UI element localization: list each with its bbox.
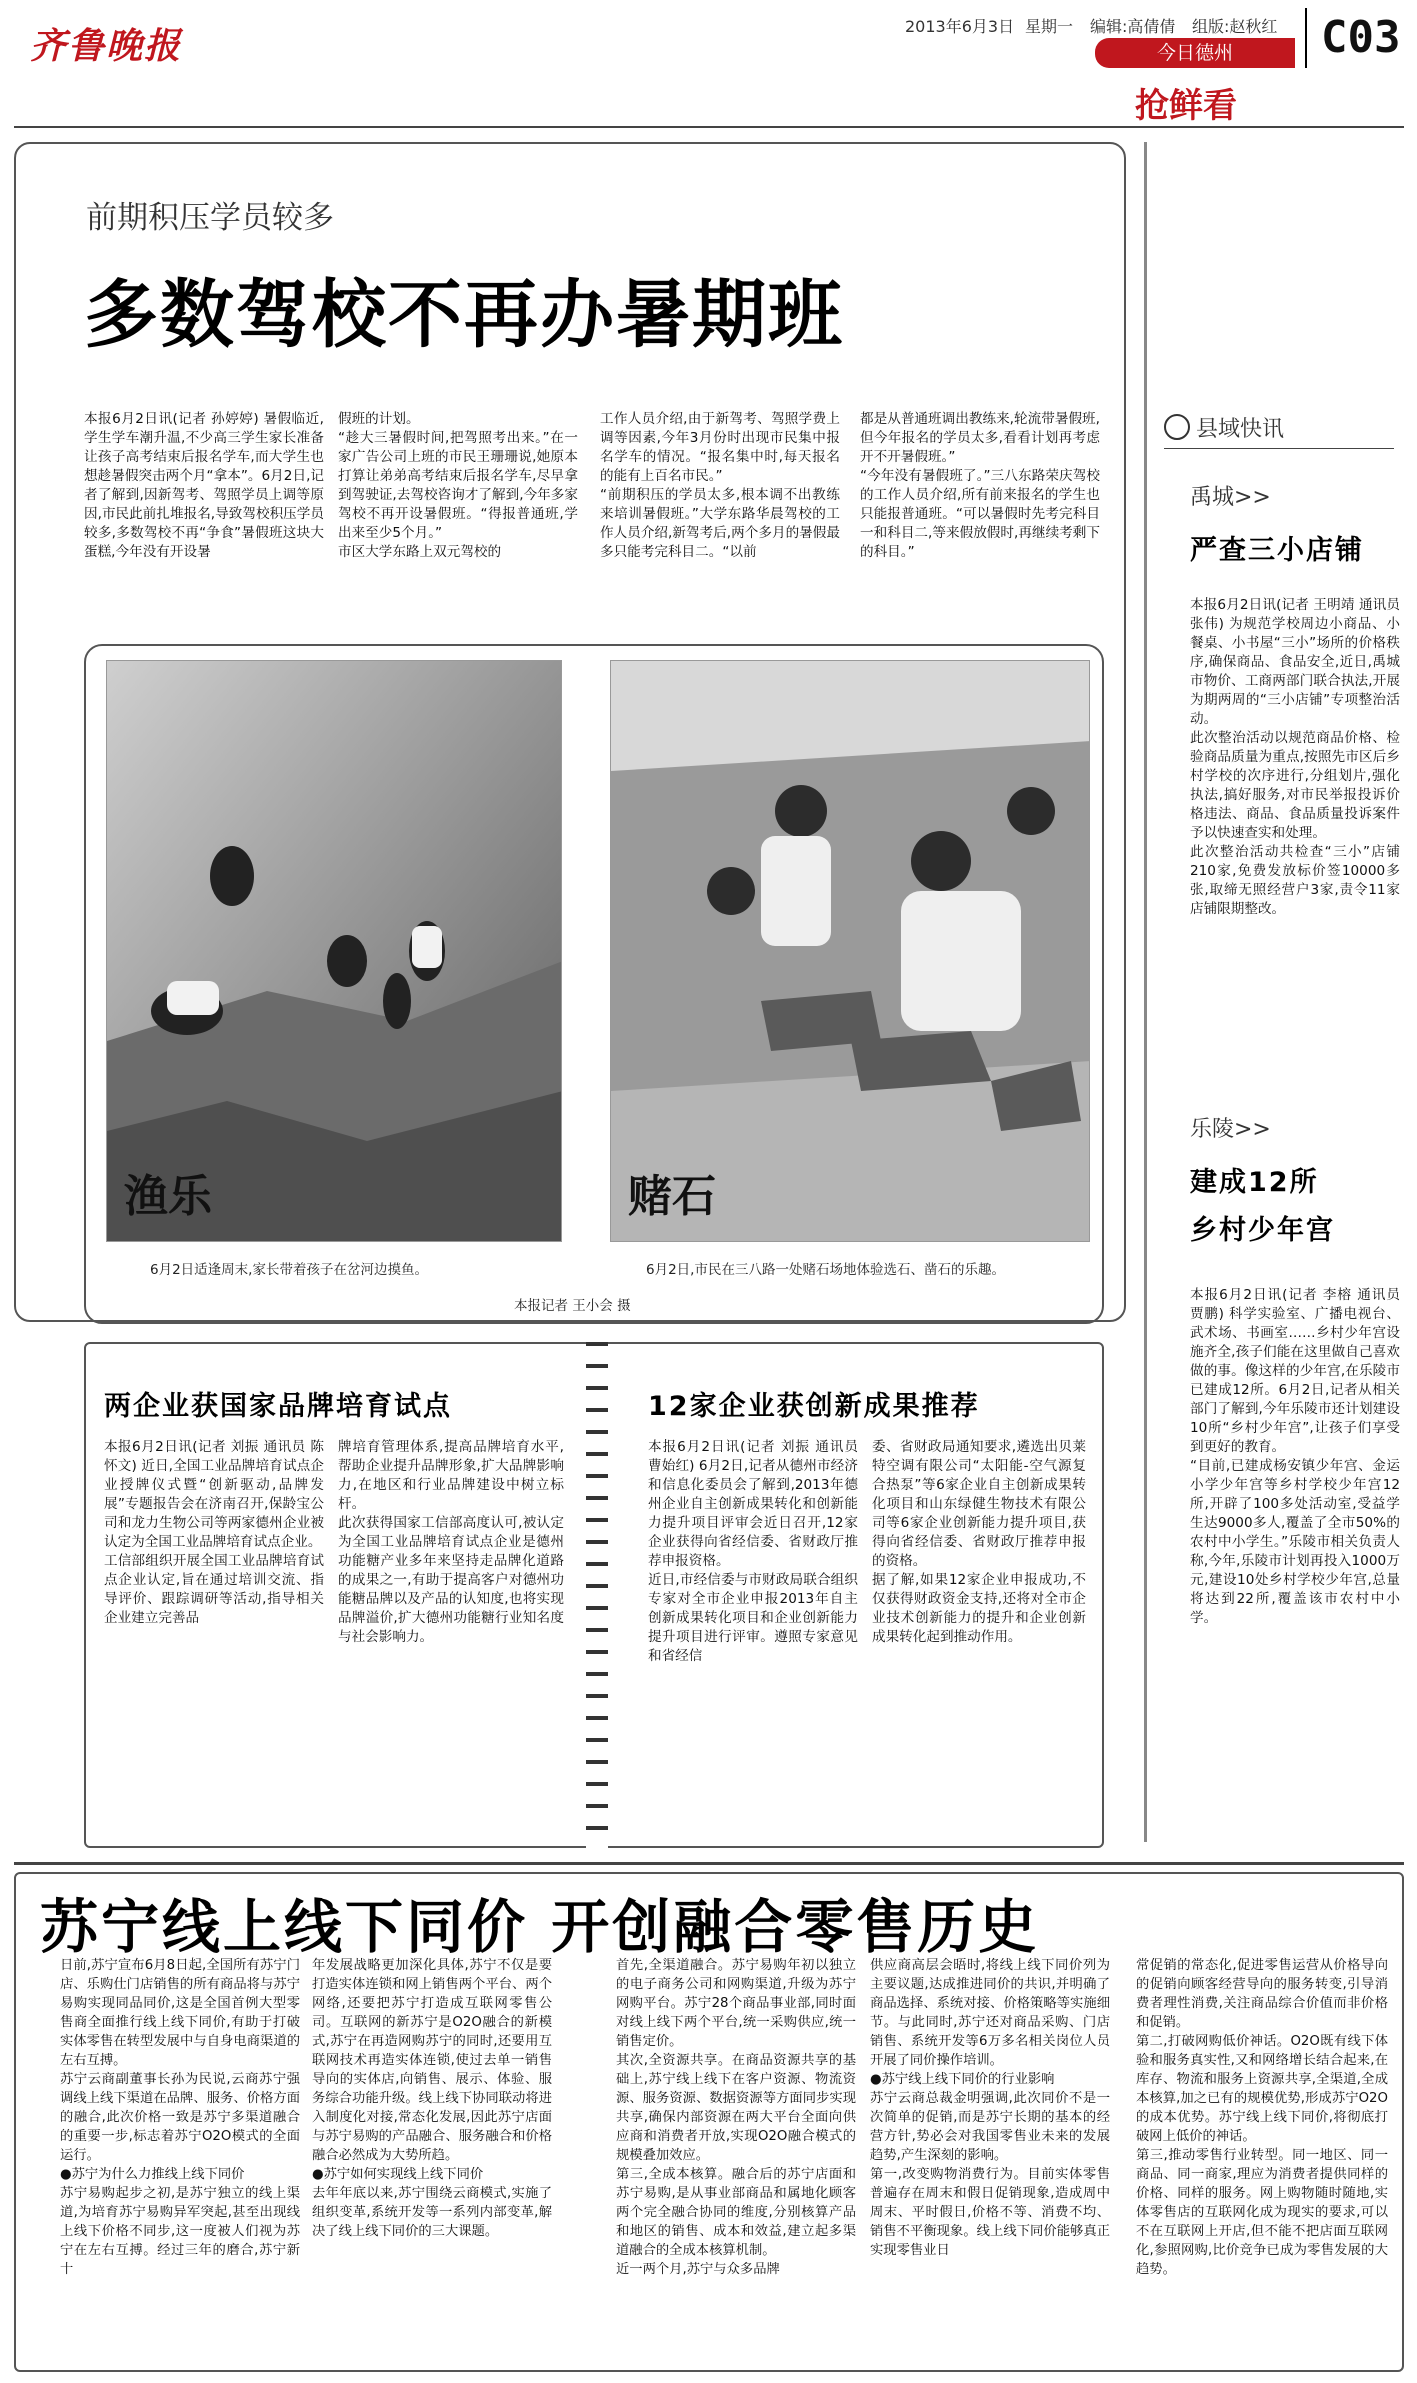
lead-headline: 多数驾校不再办暑期班 [84, 272, 844, 358]
sidebar-headline-2a: 建成12所 [1190, 1167, 1319, 1198]
fishing-photo-caption: 6月2日适逢周末,家长带着孩子在岔河边摸鱼。 [150, 1262, 428, 1278]
sidebar-title: 县域快讯 [1196, 417, 1285, 442]
sidebar-county-1: 禹城>> [1190, 485, 1271, 510]
ad-headline: 苏宁线上线下同价 开创融合零售历史 [40, 1893, 1040, 1961]
sidebar-county-2: 乐陵>> [1190, 1117, 1271, 1142]
stone-scene-image [611, 661, 1090, 1242]
sidebar-title-rule [1164, 448, 1394, 449]
story2-headline: 两企业获国家品牌培育试点 [104, 1391, 452, 1422]
ad-top-rule [14, 1862, 1404, 1865]
editor-credit: 编辑:高倩倩 [1090, 17, 1176, 36]
story3-column-2: 委、省财政局通知要求,遴选出贝莱特空调有限公司“太阳能-空气源复合热泵”等6家企业自主创新成果转化项目和山东绿健生物技术有限公司等6家企业创新能力提升项目,获得向省经信委、省财政厅推荐申报的资格。 据了解,如果12家企业申报成功,不仅获得财政资金支持,还将对全市企业技术创新能力的提升和企业创新成果转化起到推动作用。 [872, 1439, 1086, 1645]
ad-column-4: 供应商高层会晤时,将线上线下同价列为主要议题,达成推进同价的共识,并明确了商品选择、系统对接、价格策略等实施细节。与此同时,苏宁还对商品采购、门店销售、系统开发等6万多名相关岗位人员开展了同价操作培训。 ●苏宁线上线下同价的行业影响 苏宁云商总裁金明强调,此次同价不是一次简单的促销,而是苏宁长期的基本的经营方针,势必会对我国零售业未来的发展趋势,产生深刻的影响。 第一,改变购物消费行为。目前实体零售普遍存在周末和假日促销现象,造成周中周末、平时假日,价格不等、消费不均、销售不平衡现象。线上线下同价能够真正实现零售业日 [870, 1958, 1110, 2258]
fishing-photo [106, 660, 562, 1242]
lead-column-1: 本报6月2日讯(记者 孙婷婷) 暑假临近,学生学车潮升温,不少高三学生家长准备让孩子高考结束后报名学车,而大学生也想趁暑假突击两个月“拿本”。6月2日,记者了解到,因新驾考、驾照学员上调等原因,市民此前扎堆报名,导致驾校积压学员较多,多数驾校不再“争食”暑假班这块大蛋糕,今年没有开设暑 [84, 411, 324, 560]
section-tag: 今日德州 [1095, 38, 1295, 68]
header-divider [14, 126, 1404, 128]
sidebar-story-1: 本报6月2日讯(记者 王明靖 通讯员 张伟) 为规范学校周边小商品、小餐桌、小书屋“三小”场所的价格秩序,确保商品、食品安全,近日,禹城市物价、工商两部门联合执法,开展为期两周的“三小店铺”专项整治活动。 此次整治活动以规范商品价格、检验商品质量为重点,按照先市区后乡村学校的次序进行,分组划片,强化执法,搞好服务,对市民举报投诉价格违法、商品、食品质量投诉案件予以快速查实和处理。 此次整治活动共检查“三小”店铺210家,免费发放标价签10000多张,取缔无照经营户3家,责令11家店铺限期整改。 [1190, 597, 1400, 917]
lead-column-2: 假班的计划。 “趁大三暑假时间,把驾照考出来。”在一家广告公司上班的市民王珊珊说,她原本打算让弟弟高考结束后报名学车,尽早拿到驾驶证,去驾校咨询才了解到,今年多家驾校不再开设暑假班。“得报普通班,学出来至少5个月。” 市区大学东路上双元驾校的 [338, 411, 578, 560]
story2-column-2: 牌培育管理体系,提高品牌培育水平,帮助企业提升品牌形象,扩大品牌影响力,在地区和行业品牌建设中树立标杆。 此次获得国家工信部高度认可,被认定为全国工业品牌培育试点企业是德州功能糖产业多年来坚持走品牌化道路的成果之一,有助于提高客户对德州功能糖品牌以及产品的认知度,也将实现品牌溢价,扩大德州功能糖行业知名度与社会影响力。 [338, 1439, 564, 1645]
ad-column-3: 首先,全渠道融合。苏宁易购年初以独立的电子商务公司和网购渠道,升级为苏宁网购平台。苏宁28个商品事业部,同时面对线上线下两个平台,统一采购供应,统一销售定价。 其次,全资源共享。在商品资源共享的基础上,苏宁线上线下在客户资源、物流资源、服务资源、数据资源等方面同步实现共享,确保内部资源在两大平台全面向供应商和消费者开放,实现O2O融合模式的规模叠加效应。 第三,全成本核算。融合后的苏宁店面和苏宁易购,是从事业部商品和属地化顾客两个完全融合协同的维度,分别核算产品和地区的销售、成本和效益,建立起多渠道融合的全成本核算机制。 近一两个月,苏宁与众多品牌 [616, 1958, 856, 2277]
sidebar-headline-2b: 乡村少年宫 [1190, 1215, 1335, 1246]
fishing-photo-label: 渔乐 [124, 1171, 212, 1222]
stone-photo-caption: 6月2日,市民在三八路一处赌石场地体验选石、凿石的乐趣。 [646, 1262, 1005, 1278]
notebook-spiral [586, 1342, 608, 1848]
sidebar-bullet-icon [1164, 414, 1190, 440]
ad-column-1: 日前,苏宁宣布6月8日起,全国所有苏宁门店、乐购仕门店销售的所有商品将与苏宁易购实现同品同价,这是全国首例大型零售商全面推行线上线下同价,有助于打破实体零售在转型发展中与自身电商渠道的左右互搏。 苏宁云商副董事长孙为民说,云商苏宁强调线上线下渠道在品牌、服务、价格方面的融合,此次价格一致是苏宁多渠道融合的重要一步,标志着苏宁O2O模式的全面运行。 ●苏宁为什么力推线上线下同价 苏宁易购起步之初,是苏宁独立的线上渠道,为培育苏宁易购异军突起,甚至出现线上线下价格不同步,这一度被人们视为苏宁在左右互搏。经过三年的磨合,苏宁新十 [60, 1958, 300, 2277]
story3-column-1: 本报6月2日讯(记者 刘振 通讯员 曹始红) 6月2日,记者从德州市经济和信息化委员会了解到,2013年德州企业自主创新成果转化和创新能力提升项目评审会近日召开,12家企业获得向省经信委、省财政厅推荐申报资格。 近日,市经信委与市财政局联合组织专家对全市企业申报2013年自主创新成果转化项目和企业创新能力提升项目进行评审。遵照专家意见和省经信 [648, 1439, 858, 1664]
issue-date: 2013年6月3日 [905, 17, 1015, 36]
sidebar-story-2: 本报6月2日讯(记者 李榕 通讯员 贾鹏) 科学实验室、广播电视台、武术场、书画室……乡村少年宫设施齐全,孩子们能在这里做自己喜欢做的事。像这样的少年宫,在乐陵市已建成12所。6月2日,记者从相关部门了解到,今年乐陵市还计划建设10所“乡村少年宫”,让孩子们享受到更好的教育。 “目前,已建成杨安镇少年宫、金运小学少年宫等乡村学校少年宫12所,开辟了100多处活动室,受益学生达9000多人,覆盖了全市50%的农村中小学生。”乐陵市相关负责人称,今年,乐陵市计划再投入1000万元,建设10处乡村学校少年宫,总量将达到22所,覆盖该市农村中小学。 [1190, 1287, 1400, 1626]
ad-column-2: 年发展战略更加深化具体,苏宁不仅是要打造实体连锁和网上销售两个平台、两个网络,还要把苏宁打造成互联网零售公司。互联网的新苏宁是O2O融合的新模式,苏宁在再造网购苏宁的同时,还要用互联网技术再造实体连锁,使过去单一销售导向的实体店,向销售、展示、体验、服务综合功能升级。线上线下协同联动将进入制度化对接,常态化发展,因此苏宁店面与苏宁易购的产品融合、服务融合和价格融合必然成为大势所趋。 ●苏宁如何实现线上线下同价 去年年底以来,苏宁围绕云商模式,实施了组织变革,系统开发等一系列内部变革,解决了线上线下同价的三大课题。 [312, 1958, 552, 2239]
lead-kicker: 前期积压学员较多 [86, 200, 334, 236]
newspaper-masthead: 齐鲁晚报 [30, 25, 183, 67]
section-title: 抢鲜看 [1135, 86, 1237, 126]
stone-photo-label: 赌石 [628, 1171, 716, 1222]
photo-credit: 本报记者 王小会 摄 [514, 1298, 631, 1314]
sidebar-headline-1: 严查三小店铺 [1190, 535, 1364, 566]
sidebar-divider [1144, 142, 1147, 1842]
ad-column-5: 常促销的常态化,促进零售运营从价格导向的促销向顾客经营导向的服务转变,引导消费者理性消费,关注商品综合价值而非价格和促销。 第二,打破网购低价神话。O2O既有线下体验和服务真实性,又和网络增长结合起来,在库存、物流和服务上资源共享,全渠道,全成本核算,加之已有的规模优势,形成苏宁O2O的成本优势。苏宁线上线下同价,将彻底打破网上低价的神话。 第三,推动零售行业转型。同一地区、同一商品、同一商家,理应为消费者提供同样的价格、同样的服务。网上购物随时随地,实体零售店的互联网化成为现实的要求,可以不在互联网上开店,但不能不把店面互联网化,参照网购,比价竞争已成为零售发展的大趋势。 [1136, 1958, 1388, 2277]
stone-photo [610, 660, 1090, 1242]
layout-editor-credit: 组版:赵秋红 [1192, 17, 1278, 36]
issue-weekday: 星期一 [1025, 17, 1074, 36]
fishing-scene-image [107, 661, 562, 1242]
lead-column-3: 工作人员介绍,由于新驾考、驾照学费上调等因素,今年3月份时出现市民集中报名学车的情况。“报名集中时,每天报名的能有上百名市民。” “前期积压的学员太多,根本调不出教练来培训暑假班。”大学东路华晨驾校的工作人员介绍,新驾考后,两个多月的暑假最多只能考完科目二。“以前 [600, 411, 840, 560]
story3-headline: 12家企业获创新成果推荐 [648, 1391, 980, 1422]
lead-column-4: 都是从普通班调出教练来,轮流带暑假班,但今年报名的学员太多,看看计划再考虑开不开暑假班。” “今年没有暑假班了。”三八东路荣庆驾校的工作人员介绍,所有前来报名的学生也只能报普通班。“可以暑假时先考完科目一和科目二,等来假放假时,再继续考剩下的科目。” [860, 411, 1100, 560]
story2-column-1: 本报6月2日讯(记者 刘振 通讯员 陈怀文) 近日,全国工业品牌培育试点企业授牌仪式暨“创新驱动,品牌发展”专题报告会在济南召开,保龄宝公司和龙力生物公司等两家德州企业被认定为全国工业品牌培育试点企业。 工信部组织开展全国工业品牌培育试点企业认定,旨在通过培训交流、指导评价、跟踪调研等活动,指导相关企业建立完善品 [104, 1439, 324, 1626]
page-number: C03 [1305, 8, 1405, 68]
